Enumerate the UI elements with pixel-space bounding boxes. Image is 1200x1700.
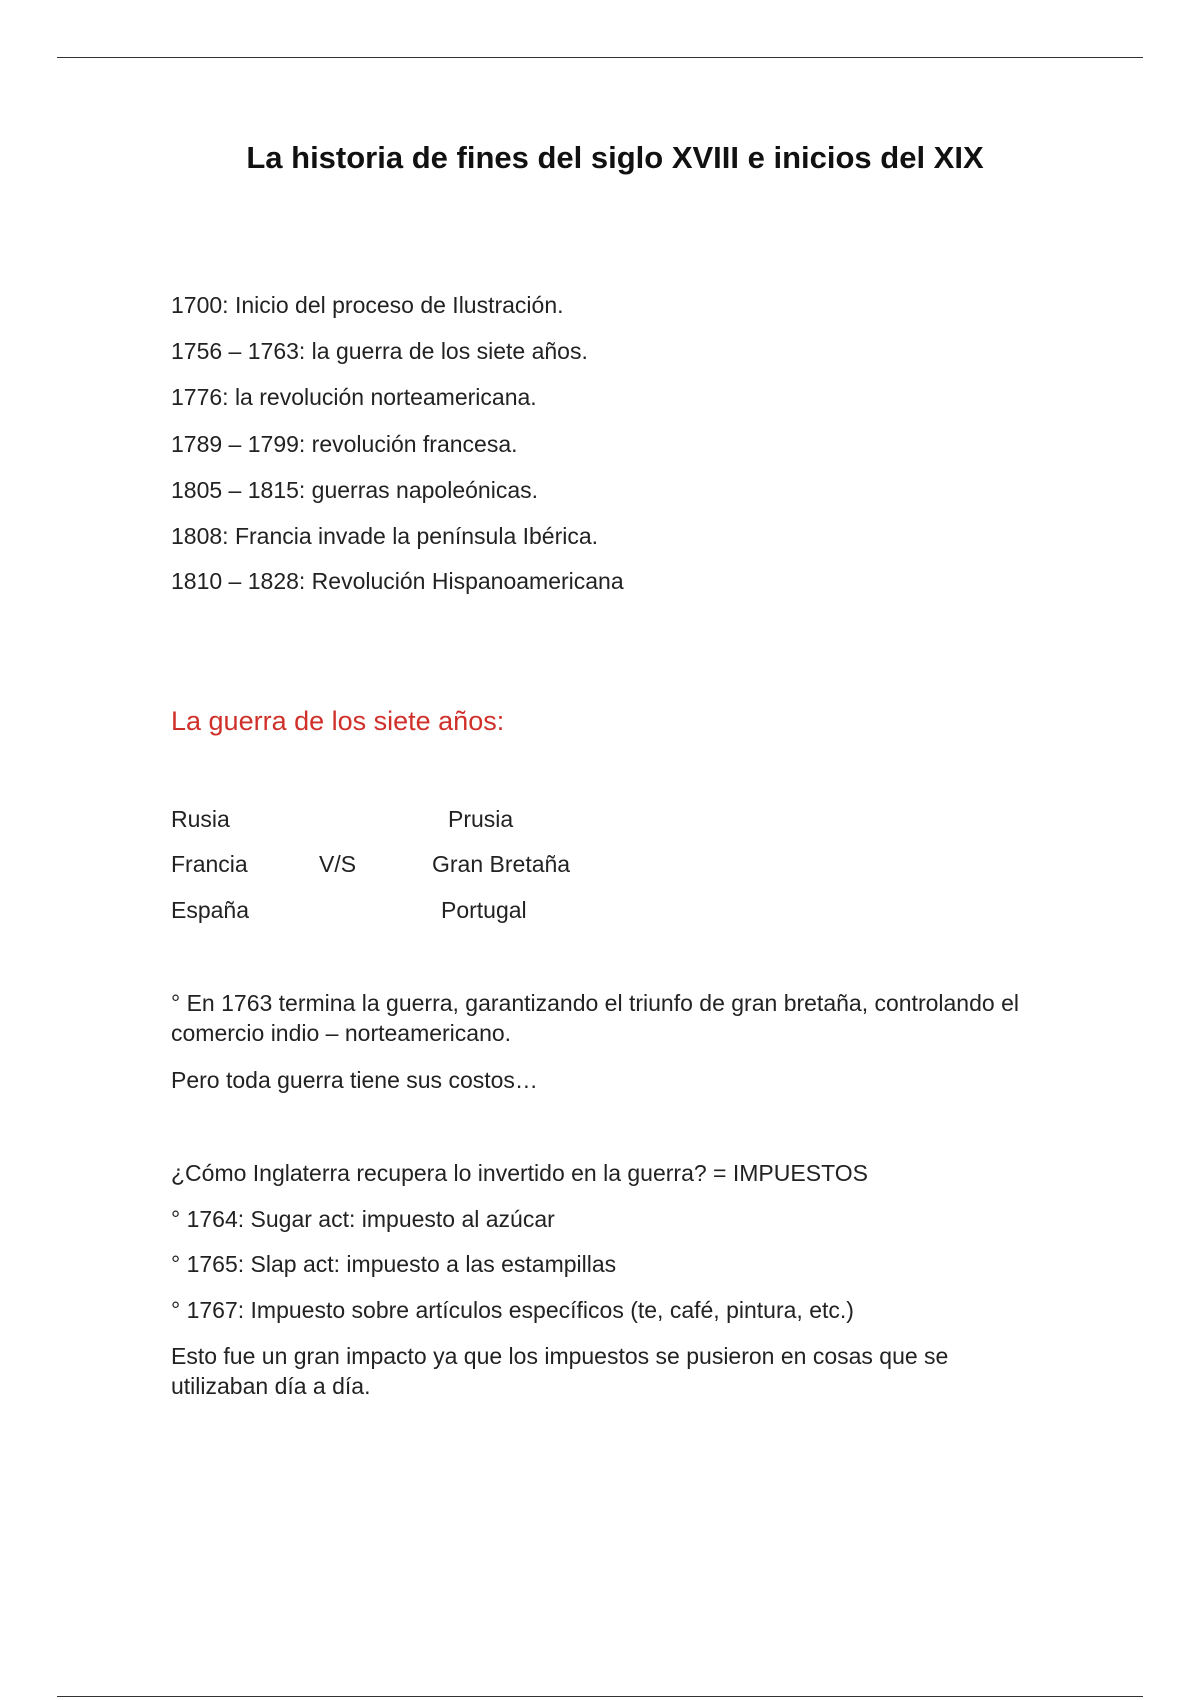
timeline-item: 1810 – 1828: Revolución Hispanoamericana [171,568,624,594]
alliance-left-item: Rusia [171,806,230,832]
war-end-note: ° En 1763 termina la guerra, garantizando el triunfo de gran bretaña, controlando el comercio indio – norteamericano. [171,990,1019,1046]
costs-note: Pero toda guerra tiene sus costos… [171,1067,538,1093]
top-rule [57,57,1143,58]
alliance-right-item: Prusia [448,806,514,832]
section-heading: La guerra de los siete años: [171,706,505,736]
tax-item: ° 1764: Sugar act: impuesto al azúcar [171,1206,555,1232]
impact-note: Esto fue un gran impacto ya que los impuestos se pusieron en cosas que se utilizaban día a día. [171,1343,949,1399]
timeline-item: 1776: la revolución norteamericana. [171,384,537,410]
timeline-item: 1808: Francia invade la península Ibérica. [171,523,599,549]
timeline-item: 1789 – 1799: revolución francesa. [171,431,518,457]
versus-label: V/S [319,851,357,877]
alliance-left-item: España [171,897,250,923]
page-title: La historia de fines del siglo XVIII e inicios del XIX [246,140,984,175]
tax-item: ° 1765: Slap act: impuesto a las estampillas [171,1251,617,1277]
timeline-item: 1700: Inicio del proceso de Ilustración. [171,292,564,318]
question-line: ¿Cómo Inglaterra recupera lo invertido en la guerra? = IMPUESTOS [171,1160,868,1186]
alliance-right-item: Gran Bretaña [432,851,571,877]
timeline-item: 1805 – 1815: guerras napoleónicas. [171,477,539,503]
alliance-left-item: Francia [171,851,248,877]
bottom-rule [57,1696,1143,1697]
timeline-item: 1756 – 1763: la guerra de los siete años. [171,338,588,364]
alliance-right-item: Portugal [441,897,527,923]
tax-item: ° 1767: Impuesto sobre artículos específicos (te, café, pintura, etc.) [171,1297,854,1323]
